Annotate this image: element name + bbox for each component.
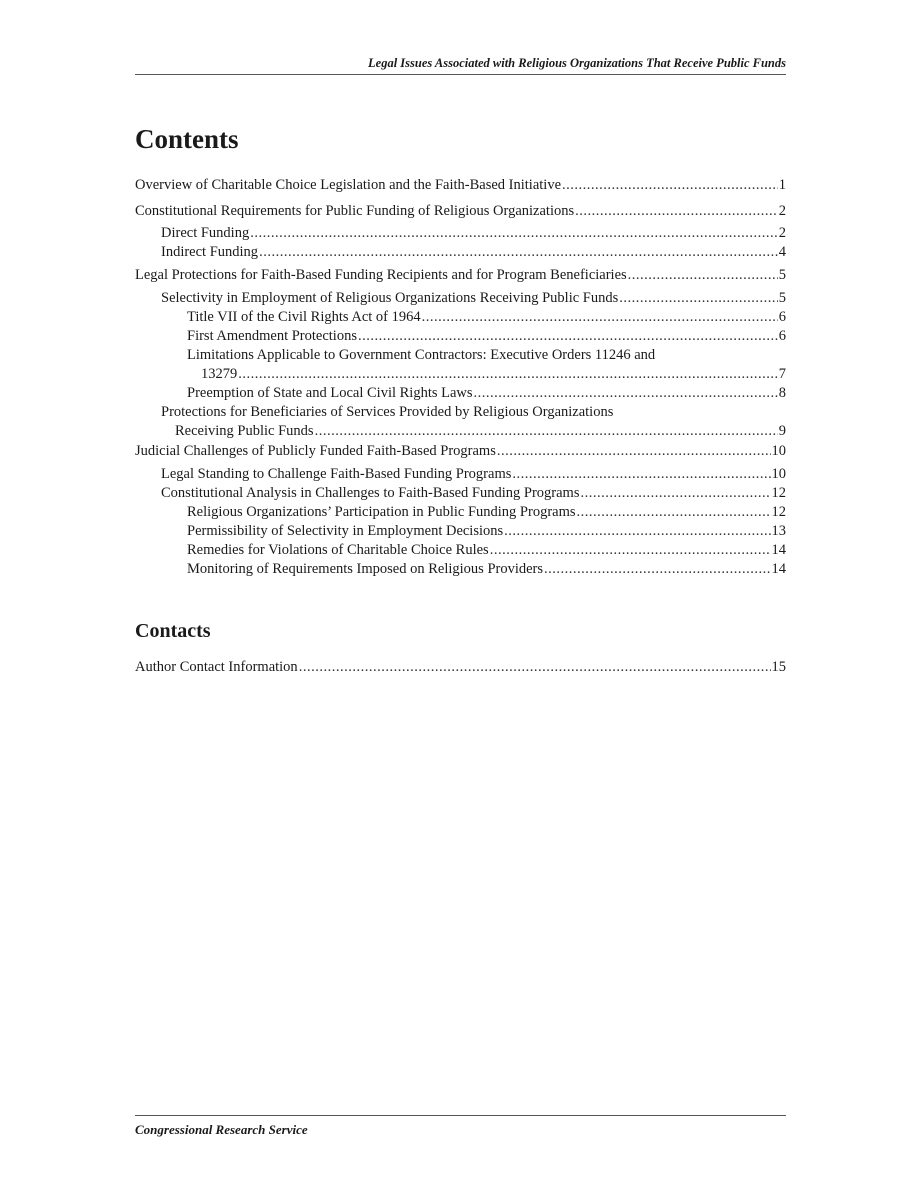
toc-entry[interactable]	[161, 224, 786, 243]
toc-entry[interactable]	[187, 327, 786, 346]
dot-leader	[422, 308, 778, 327]
running-header: Legal Issues Associated with Religious Organizations That Receive Public Funds	[135, 56, 786, 75]
toc-entry[interactable]	[187, 346, 786, 384]
toc-entry-page-number: 15	[771, 659, 786, 675]
toc-entry-page-number: 12	[771, 485, 786, 501]
contents-heading: Contents	[135, 124, 239, 154]
dot-leader	[490, 541, 771, 560]
toc-entry-title: Remedies for Violations of Charitable Choice Rules	[187, 542, 489, 558]
toc-entry-page-number: 7	[778, 366, 786, 382]
toc-entry-title: Legal Standing to Challenge Faith-Based Funding Programs	[161, 466, 512, 482]
toc-entry-title: First Amendment Protections	[187, 328, 357, 344]
dot-leader	[358, 327, 778, 346]
toc-entry-page-number: 1	[778, 177, 786, 193]
toc-entry-title: Title VII of the Civil Rights Act of 1964	[187, 309, 421, 325]
toc-entry-title: Preemption of State and Local Civil Rights Laws	[187, 385, 473, 401]
toc-entry[interactable]	[161, 465, 786, 484]
toc-entry-title: 13279	[201, 366, 238, 382]
dot-leader	[628, 266, 778, 285]
toc-entry-page-number: 8	[778, 385, 786, 401]
dot-leader	[562, 176, 778, 195]
toc-entry-page-number: 5	[778, 267, 786, 283]
toc-entry[interactable]	[187, 384, 786, 403]
toc-entry-title: Constitutional Analysis in Challenges to Faith-Based Funding Programs	[161, 485, 580, 501]
toc-entry[interactable]	[187, 522, 786, 541]
toc-entry-page-number: 14	[771, 542, 786, 558]
toc-entry[interactable]	[135, 442, 786, 461]
toc-entry[interactable]	[187, 541, 786, 560]
toc-entry-title-line: Limitations Applicable to Government Contractors: Executive Orders 11246 and	[187, 347, 656, 363]
toc-entry-title-line: Protections for Beneficiaries of Services Provided by Religious Organizations	[161, 404, 614, 420]
toc-entry[interactable]	[187, 503, 786, 522]
toc-entry[interactable]	[135, 176, 786, 195]
toc-entry-page-number: 12	[771, 504, 786, 520]
toc-entry-page-number: 2	[778, 225, 786, 241]
toc-entry-page-number: 14	[771, 561, 786, 577]
toc-entry[interactable]	[187, 560, 786, 579]
toc-entry-page-number: 4	[778, 244, 786, 260]
toc-entry-title: Direct Funding	[161, 225, 250, 241]
toc-entry[interactable]	[161, 243, 786, 262]
toc-entry-page-number: 6	[778, 309, 786, 325]
toc-entry[interactable]	[161, 289, 786, 308]
toc-entry-title: Religious Organizations’ Participation in Public Funding Programs	[187, 504, 576, 520]
dot-leader	[259, 243, 778, 262]
dot-leader	[512, 465, 770, 484]
dot-leader	[575, 202, 778, 221]
toc-entry-title: Constitutional Requirements for Public Funding of Religious Organizations	[135, 203, 575, 219]
toc-entry-title: Legal Protections for Faith-Based Funding Recipients and for Program Beneficiaries	[135, 267, 627, 283]
toc-entry[interactable]	[187, 308, 786, 327]
toc-entry-page-number: 2	[778, 203, 786, 219]
toc-entry-page-number: 6	[778, 328, 786, 344]
toc-entry-title: Author Contact Information	[135, 659, 298, 675]
toc-entry[interactable]	[161, 484, 786, 503]
toc-entry-title: Selectivity in Employment of Religious Organizations Receiving Public Funds	[161, 290, 619, 306]
toc-entry-page-number: 10	[771, 443, 786, 459]
toc-entry[interactable]	[135, 658, 786, 677]
toc-entry-title: Indirect Funding	[161, 244, 259, 260]
dot-leader	[250, 224, 778, 243]
toc-entry-title: Permissibility of Selectivity in Employment Decisions	[187, 523, 504, 539]
toc-entry-page-number: 13	[771, 523, 786, 539]
toc-entry-page-number: 5	[778, 290, 786, 306]
toc-entry-title: Monitoring of Requirements Imposed on Religious Providers	[187, 561, 544, 577]
dot-leader	[497, 442, 771, 461]
toc-entry[interactable]	[161, 403, 786, 441]
dot-leader	[315, 422, 778, 441]
dot-leader	[544, 560, 770, 579]
page-footer: Congressional Research Service	[135, 1115, 786, 1138]
dot-leader	[238, 365, 778, 384]
toc-entry-title: Receiving Public Funds	[175, 423, 314, 439]
toc-entry-title: Overview of Charitable Choice Legislation and the Faith-Based Initiative	[135, 177, 562, 193]
dot-leader	[504, 522, 770, 541]
dot-leader	[619, 289, 778, 308]
toc-entry[interactable]	[135, 266, 786, 285]
dot-leader	[580, 484, 770, 503]
toc-entry-page-number: 9	[778, 423, 786, 439]
toc-entry-page-number: 10	[771, 466, 786, 482]
toc-entry[interactable]	[135, 202, 786, 221]
dot-leader	[299, 658, 771, 677]
dot-leader	[577, 503, 771, 522]
toc-entry-title: Judicial Challenges of Publicly Funded Faith-Based Programs	[135, 443, 496, 459]
dot-leader	[474, 384, 778, 403]
contacts-heading: Contacts	[135, 620, 211, 642]
